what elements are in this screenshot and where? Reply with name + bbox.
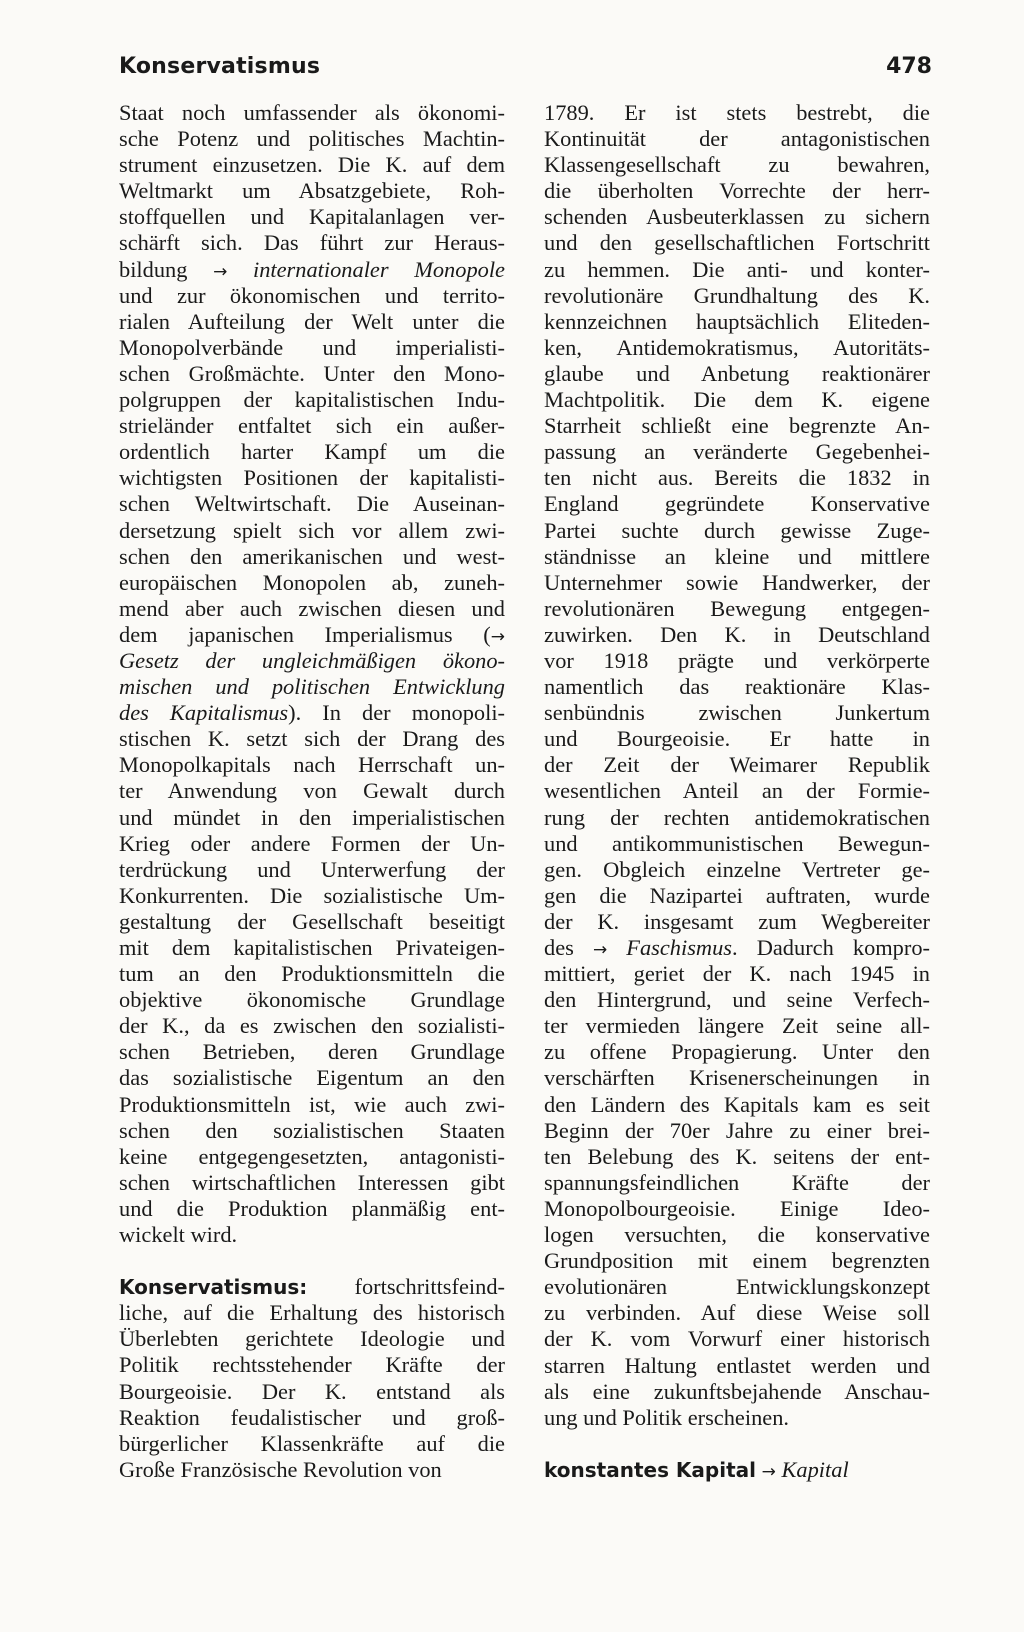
- right-text-line: passung an veränderte Gegebenhei-: [544, 439, 930, 465]
- left-text-line: keine entgegengesetzten, antagonisti-: [119, 1143, 505, 1169]
- right-text-line: Starrheit schließt eine begrenzte An-: [544, 413, 930, 439]
- right-text-line: ter vermieden längere Zeit seine all-: [544, 1013, 930, 1039]
- left-text-line: schen Weltwirtschaft. Die Auseinan-: [119, 491, 505, 517]
- right-text-line: Partei suchte durch gewisse Zuge-: [544, 517, 930, 543]
- entry-first-line-rest: fortschrittsfeind-: [354, 1274, 505, 1300]
- left-text-line: stischen K. setzt sich der Drang des: [119, 726, 505, 752]
- right-text-line: logen versuchten, die konservative: [544, 1222, 930, 1248]
- right-text-line: Unternehmer sowie Handwerker, der: [544, 569, 930, 595]
- left-column: [119, 100, 505, 1483]
- right-text-line: Klassengesellschaft zu bewahren,: [544, 152, 930, 178]
- entry-body: [119, 1300, 505, 1483]
- right-text-line: Kontinuität der antagonistischen: [544, 126, 930, 152]
- entry-text-line: Große Französische Revolution von: [119, 1456, 442, 1482]
- left-text-line: polgruppen der kapitalistischen Indu-: [119, 387, 505, 413]
- cross-ref-link[interactable]: Kapital: [781, 1456, 849, 1482]
- page-number: 478: [886, 54, 932, 79]
- left-text-line: dem japanischen Imperialismus (→: [119, 621, 505, 647]
- right-text-line: schenden Ausbeuterklassen zu sichern: [544, 204, 930, 230]
- left-text-line: rialen Aufteilung der Welt unter die: [119, 308, 505, 334]
- left-text-line: schen Großmächte. Unter den Mono-: [119, 360, 505, 386]
- entry-konservatismus: [119, 1274, 505, 1483]
- left-text-line: stoffquellen und Kapitalanlagen ver-: [119, 204, 505, 230]
- left-text-line: europäischen Monopolen ab, zuneh-: [119, 569, 505, 595]
- right-text-line: kennzeichnen hauptsächlich Eliteden-: [544, 308, 930, 334]
- right-text-line: mittiert, geriet der K. nach 1945 in: [544, 961, 930, 987]
- left-text-line: bildung → internationaler Monopole: [119, 256, 505, 282]
- right-text-line: verschärften Krisenerscheinungen in: [544, 1065, 930, 1091]
- entry-text-line: Bourgeoisie. Der K. entstand als: [119, 1378, 505, 1404]
- arrow-icon: →: [213, 261, 228, 282]
- left-text-line: mend aber auch zwischen diesen und: [119, 595, 505, 621]
- left-text-line: Gesetz der ungleichmäßigen ökono-: [119, 647, 505, 673]
- right-text-line: den Ländern des Kapitals kam es seit: [544, 1091, 930, 1117]
- right-text-line: glaube und Anbetung reaktionärer: [544, 360, 930, 386]
- left-text-line: Konkurrenten. Die sozialistische Um-: [119, 882, 505, 908]
- left-text-line: strument einzusetzen. Die K. auf dem: [119, 152, 505, 178]
- right-text-line: ung und Politik erscheinen.: [544, 1404, 790, 1430]
- right-text-line: 1789. Er ist stets bestrebt, die: [544, 100, 930, 125]
- right-text-line: ten Belebung des K. seitens der ent-: [544, 1143, 930, 1169]
- arrow-icon: →: [592, 940, 608, 960]
- cross-ref-entry: [544, 1457, 930, 1485]
- right-text-line: zu hemmen. Die anti- und konter-: [544, 256, 930, 282]
- right-text-line: der K. insgesamt zum Wegbereiter: [544, 908, 930, 934]
- right-column-text: [544, 100, 930, 1431]
- right-text-line: starren Haltung entlastet werden und: [544, 1352, 930, 1378]
- right-text-line: Beginn der 70er Jahre zu einer brei-: [544, 1117, 930, 1143]
- left-text-line: tum an den Produktionsmitteln die: [119, 961, 505, 987]
- left-text-line: Staat noch umfassender als ökonomi-: [119, 100, 505, 125]
- left-text-line: objektive ökonomische Grundlage: [119, 987, 505, 1013]
- left-text-line: mischen und politischen Entwicklung: [119, 674, 505, 700]
- right-text-line: zuwirken. Den K. in Deutschland: [544, 621, 930, 647]
- right-text-line: den Hintergrund, und seine Verfech-: [544, 987, 930, 1013]
- left-text-line: schen den amerikanischen und west-: [119, 543, 505, 569]
- right-text-line: spannungsfeindlichen Kräfte der: [544, 1169, 930, 1195]
- right-text-line: Grundposition mit einem begrenzten: [544, 1248, 930, 1274]
- right-text-line: als eine zukunftsbejahende Anschau-: [544, 1378, 930, 1404]
- left-text-line: wickelt wird.: [119, 1222, 238, 1248]
- right-text-line: der Zeit der Weimarer Republik: [544, 752, 930, 778]
- right-text-line: revolutionäre Grundhaltung des K.: [544, 282, 930, 308]
- left-text-line: schen den sozialistischen Staaten: [119, 1117, 505, 1143]
- right-text-line: gen die Nazipartei auftraten, wurde: [544, 882, 930, 908]
- left-text-line: mit dem kapitalistischen Privateigen-: [119, 935, 505, 960]
- right-column: [544, 100, 930, 1485]
- left-text-line: schen wirtschaftlichen Interessen gibt: [119, 1169, 505, 1195]
- right-text-line: England gegründete Konservative: [544, 491, 930, 517]
- arrow-icon: →: [490, 626, 505, 647]
- left-text-line: dersetzung spielt sich vor allem zwi-: [119, 517, 505, 543]
- left-text-line: Monopolverbände und imperialisti-: [119, 334, 505, 360]
- right-text-line: die überholten Vorrechte der herr-: [544, 178, 930, 204]
- right-text-line: Machtpolitik. Die dem K. eigene: [544, 387, 930, 413]
- right-text-line: vor 1918 prägte und verkörperte: [544, 647, 930, 673]
- right-text-line: namentlich das reaktionäre Klas-: [544, 674, 930, 700]
- left-text-line: ter Anwendung von Gewalt durch: [119, 778, 505, 804]
- cross-ref-arrow-icon: →: [761, 1461, 776, 1482]
- left-text-line: und mündet in den imperialistischen: [119, 804, 505, 830]
- right-text-line: rung der rechten antidemokratischen: [544, 804, 930, 830]
- entry-text-line: Reaktion feudalistischer und groß-: [119, 1404, 505, 1430]
- right-text-line: zu offene Propagierung. Unter den: [544, 1039, 930, 1065]
- right-text-line: und Bourgeoisie. Er hatte in: [544, 726, 930, 752]
- right-text-line: Monopolbourgeoisie. Einige Ideo-: [544, 1195, 930, 1221]
- right-text-line: ständnisse an kleine und mittlere: [544, 543, 930, 569]
- entry-first-line: [119, 1274, 505, 1300]
- left-text-line: ordentlich harter Kampf um die: [119, 439, 505, 465]
- left-text-line: strieländer entfaltet sich ein außer-: [119, 413, 505, 439]
- right-text-line: des → Faschismus. Dadurch kompro-: [544, 935, 930, 960]
- entry-text-line: bürgerlicher Klassenkräfte auf die: [119, 1430, 505, 1456]
- left-text-line: schärft sich. Das führt zur Heraus-: [119, 230, 505, 256]
- left-text-line: und zur ökonomischen und territo-: [119, 282, 505, 308]
- entry-text-line: Politik rechtsstehender Kräfte der: [119, 1352, 505, 1378]
- right-text-line: revolutionären Bewegung entgegen-: [544, 595, 930, 621]
- left-text-line: des Kapitalismus). In der monopoli-: [119, 700, 505, 726]
- cross-ref-headword: konstantes Kapital: [544, 1457, 757, 1482]
- left-text-line: terdrückung und Unterwerfung der: [119, 856, 505, 882]
- left-text-line: der K., da es zwischen den sozialisti-: [119, 1013, 505, 1039]
- left-text-line: Weltmarkt um Absatzgebiete, Roh-: [119, 178, 505, 204]
- right-text-line: evolutionären Entwicklungskonzept: [544, 1274, 930, 1300]
- right-text-line: wesentlichen Anteil an der Formie-: [544, 778, 930, 804]
- left-text-line: und die Produktion planmäßig ent-: [119, 1195, 505, 1221]
- right-text-line: gen. Obgleich einzelne Vertreter ge-: [544, 856, 930, 882]
- left-text-line: sche Potenz und politisches Machtin-: [119, 126, 505, 152]
- right-text-line: der K. vom Vorwurf einer historisch: [544, 1326, 930, 1352]
- right-text-line: und antikommunistischen Bewegun-: [544, 830, 930, 856]
- continuation-text: [119, 100, 505, 1248]
- entry-headword: Konservatismus:: [119, 1275, 308, 1300]
- right-text-line: ken, Antidemokratismus, Autoritäts-: [544, 334, 930, 360]
- left-text-line: das sozialistische Eigentum an den: [119, 1065, 505, 1091]
- entry-text-line: Überlebten gerichtete Ideologie und: [119, 1326, 505, 1352]
- left-text-line: Krieg oder andere Formen der Un-: [119, 830, 505, 856]
- left-text-line: Produktionsmitteln ist, wie auch zwi-: [119, 1091, 505, 1117]
- right-text-line: und den gesellschaftlichen Fortschritt: [544, 230, 930, 256]
- left-text-line: Monopolkapitals nach Herrschaft un-: [119, 752, 505, 778]
- right-text-line: zu verbinden. Auf diese Weise soll: [544, 1300, 930, 1326]
- right-text-line: ten nicht aus. Bereits die 1832 in: [544, 465, 930, 491]
- left-text-line: wichtigsten Positionen der kapitalisti-: [119, 465, 505, 491]
- running-head: Konservatismus: [119, 54, 321, 79]
- left-text-line: schen Betrieben, deren Grundlage: [119, 1039, 505, 1065]
- entry-text-line: liche, auf die Erhaltung des historisch: [119, 1300, 505, 1326]
- left-text-line: gestaltung der Gesellschaft beseitigt: [119, 908, 505, 934]
- right-text-line: senbündnis zwischen Junkertum: [544, 700, 930, 726]
